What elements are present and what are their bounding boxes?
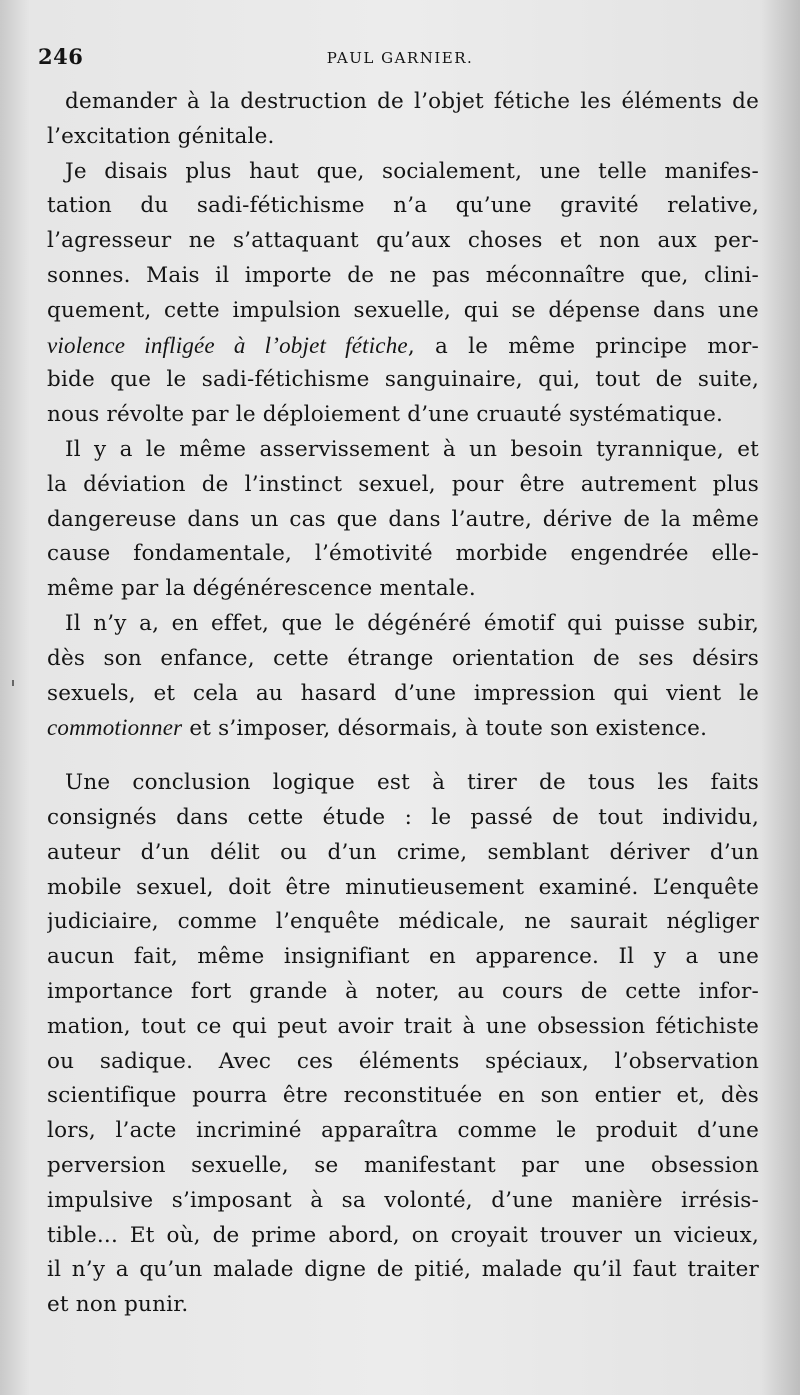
- page-number: 246: [38, 44, 84, 69]
- text-line: [47, 1010, 759, 1045]
- text-run: lors, l’acte incriminé apparaîtra comme le produit d’une: [47, 1118, 759, 1144]
- text-run: tation du sadi-fétichisme n’a qu’une gravité relative,: [47, 193, 759, 219]
- text-line: [47, 398, 759, 433]
- text-line: [47, 155, 759, 190]
- text-run: même par la dégénérescence mentale.: [47, 576, 476, 602]
- text-run: impulsive s’imposant à sa volonté, d’une manière irrésis-: [47, 1187, 759, 1213]
- text-line: [47, 940, 759, 975]
- text-line: [47, 1079, 759, 1114]
- text-run: scientifique pourra être reconstituée en son entier et, dès: [47, 1083, 759, 1109]
- text-run: et non punir.: [47, 1292, 189, 1318]
- text-line: [47, 259, 759, 294]
- text-run: Une conclusion logique est à tirer de tous les faits: [65, 770, 759, 796]
- text-run: quement, cette impulsion sexuelle, qui se dépense dans une: [47, 297, 759, 323]
- text-line: [47, 836, 759, 871]
- text-run: mobile sexuel, doit être minutieusement examiné. L’enquête: [47, 874, 759, 900]
- text-run: consignés dans cette étude : le passé de tout individu,: [47, 804, 759, 830]
- text-run: il n’y a qu’un malade digne de pitié, malade qu’il faut traiter: [47, 1257, 759, 1283]
- text-line: [47, 1219, 759, 1254]
- text-line: [47, 294, 759, 329]
- text-run: aucun fait, même insignifiant en apparence. Il y a une: [47, 944, 759, 970]
- text-run: bide que le sadi-fétichisme sanguinaire, qui, tout de suite,: [47, 367, 759, 393]
- paragraph: [47, 607, 759, 746]
- text-line: [47, 801, 759, 836]
- text-run: Il n’y a, en effet, que le dégénéré émotif qui puisse subir,: [65, 610, 759, 636]
- text-line: [47, 503, 759, 538]
- text-line: [47, 1114, 759, 1149]
- text-run: Il y a le même asservissement à un besoin tyrannique, et: [65, 436, 759, 462]
- text-line: [47, 224, 759, 259]
- italic-text: violence infligée à l’objet fétiche: [47, 332, 408, 358]
- text-line: [47, 975, 759, 1010]
- text-run: judiciaire, comme l’enquête médicale, ne saurait négliger: [47, 909, 759, 935]
- text-line: [47, 1045, 759, 1080]
- text-line: [47, 711, 759, 746]
- paragraph: [47, 766, 759, 1323]
- text-run: sexuels, et cela au hasard d’une impression qui vient le: [47, 680, 759, 706]
- text-line: [47, 1253, 759, 1288]
- paragraph: [47, 433, 759, 607]
- text-run: la déviation de l’instinct sexuel, pour être autrement plus: [47, 471, 759, 497]
- text-run: dangereuse dans un cas que dans l’autre, dérive de la même: [47, 506, 759, 532]
- text-line: [47, 329, 759, 364]
- text-run: importance fort grande à noter, au cours de cette infor-: [47, 978, 759, 1004]
- text-line: [47, 677, 759, 712]
- paragraph: [47, 155, 759, 433]
- text-run: sonnes. Mais il importe de ne pas méconnaître que, clini-: [47, 262, 759, 288]
- text-line: [47, 468, 759, 503]
- margin-mark: [12, 680, 14, 686]
- text-run: nous révolte par le déploiement d’une cruauté systématique.: [47, 402, 724, 428]
- paragraph: [47, 85, 759, 155]
- text-line: [47, 905, 759, 940]
- text-run: perversion sexuelle, se manifestant par une obsession: [47, 1152, 759, 1178]
- text-run: auteur d’un délit ou d’un crime, semblant dériver d’un: [47, 839, 759, 865]
- section-gap: [47, 746, 759, 766]
- running-head: PAUL GARNIER.: [326, 49, 474, 67]
- text-line: [47, 537, 759, 572]
- text-line: [47, 363, 759, 398]
- text-run: ou sadique. Avec ces éléments spéciaux, l’observation: [47, 1048, 759, 1074]
- text-run: demander à la destruction de l’objet fétiche les éléments de: [65, 89, 759, 114]
- text-run: cause fondamentale, l’émotivité morbide engendrée elle-: [47, 541, 759, 567]
- text-line: [47, 433, 759, 468]
- text-line: [47, 1288, 759, 1323]
- text-line: [47, 871, 759, 906]
- text-run: et s’imposer, désormais, à toute son existence.: [182, 716, 708, 742]
- text-line: [47, 1149, 759, 1184]
- italic-text: commotionner: [47, 715, 183, 741]
- text-line: [47, 766, 759, 801]
- body-text: [47, 85, 759, 1323]
- text-line: [47, 572, 759, 607]
- text-line: [47, 120, 759, 155]
- text-line: [47, 85, 759, 120]
- text-line: [47, 1184, 759, 1219]
- text-run: , a le même principe mor-: [407, 333, 759, 359]
- text-line: [47, 642, 759, 677]
- text-run: mation, tout ce qui peut avoir trait à une obsession fétichiste: [47, 1013, 759, 1039]
- text-run: l’excitation génitale.: [47, 123, 275, 149]
- text-run: l’agresseur ne s’attaquant qu’aux choses et non aux per-: [47, 228, 759, 254]
- text-run: tible... Et où, de prime abord, on croyait trouver un vicieux,: [47, 1222, 759, 1248]
- text-line: [47, 607, 759, 642]
- text-run: Je disais plus haut que, socialement, une telle manifes-: [65, 158, 759, 184]
- text-run: dès son enfance, cette étrange orientation de ses désirs: [47, 645, 759, 671]
- text-line: [47, 189, 759, 224]
